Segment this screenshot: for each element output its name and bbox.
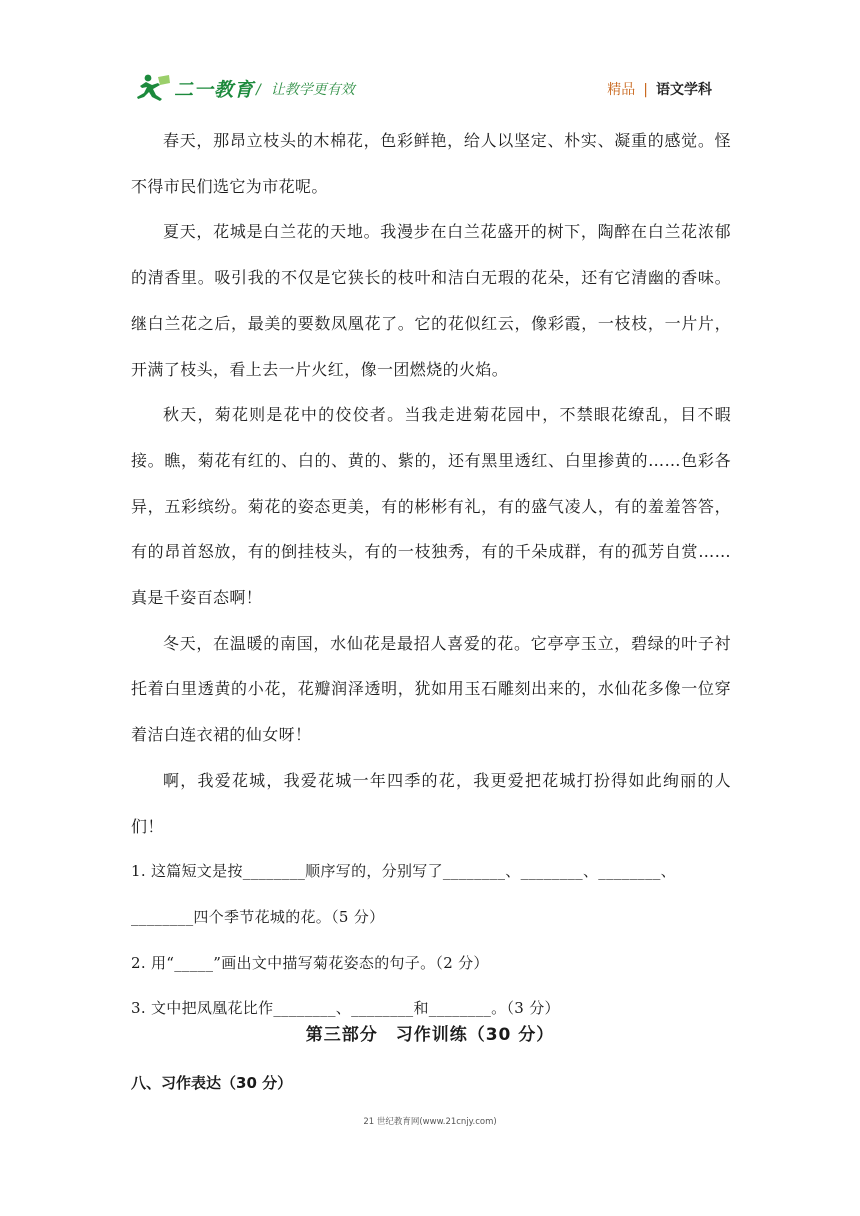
slogan: [256, 79, 355, 99]
paragraph-summer: 夏天，花城是白兰花的天地。我漫步在白兰花盛开的树下，陶醉在白兰花浓郁的清香里。吸引我的不仅是它狭长的枝叶和洁白无瑕的花朵，还有它清幽的香味。继白兰花之后，最美的要数凤凰花了。它的花似红云，像彩霞，一枝枝，一片片，开满了枝头，看上去一片火红，像一团燃烧的火焰。: [131, 222, 731, 379]
runner-logo-icon: [136, 73, 172, 103]
question-3: 3. 文中把凤凰花比作________、________和________。（3 分）: [131, 999, 560, 1018]
page-footer: 21 世纪教育网(www.21cnjy.com): [363, 1117, 497, 1127]
page-header: [136, 72, 726, 106]
tag-premium: 精品: [607, 82, 636, 98]
paragraph-conclusion: 啊，我爱花城，我爱花城一年四季的花，我更爱把花城打扮得如此绚丽的人们！: [131, 770, 731, 836]
question-1: 1. 这篇短文是按________顺序写的，分别写了________、________、________、________四个季节花城的花。（5 分）: [131, 862, 676, 926]
tag-subject: 语文学科: [656, 82, 712, 98]
paragraph-autumn: 秋天，菊花则是花中的佼佼者。当我走进菊花园中，不禁眼花缭乱，目不暇接。瞧，菊花有红的、白的、黄的、紫的，还有黑里透红、白里掺黄的……色彩各异，五彩缤纷。菊花的姿态更美，有的彬彬有礼，有的盛气凌人，有的羞羞答答，有的昂首怒放，有的倒挂枝头，有的一枝独秀，有的千朵成群，有的孤芳自赏……真是千姿百态啊！: [131, 405, 731, 608]
slogan-text: 让教学更有效: [270, 82, 355, 98]
section-title: 第三部分 习作训练（30 分）: [305, 1025, 555, 1045]
tag-separator: |: [643, 82, 648, 98]
writing-subheading: 八、习作表达（30 分）: [131, 1074, 293, 1092]
subject-tag: [607, 79, 712, 99]
paragraph-winter: 冬天，在温暖的南国，水仙花是最招人喜爱的花。它亭亭玉立，碧绿的叶子衬托着白里透黄的小花，花瓣润泽透明，犹如用玉石雕刻出来的，水仙花多像一位穿着洁白连衣裙的仙女呀！: [131, 633, 731, 745]
reading-passage: [131, 118, 731, 1032]
slogan-slash: /: [256, 82, 261, 98]
logo-text: 二一教育: [174, 78, 255, 101]
logo: [136, 72, 254, 104]
question-2: 2. 用“_____”画出文中描写菊花姿态的句子。（2 分）: [131, 953, 489, 972]
paragraph-spring: 春天，那昂立枝头的木棉花，色彩鲜艳，给人以坚定、朴实、凝重的感觉。怪不得市民们选它为市花呢。: [131, 131, 731, 196]
